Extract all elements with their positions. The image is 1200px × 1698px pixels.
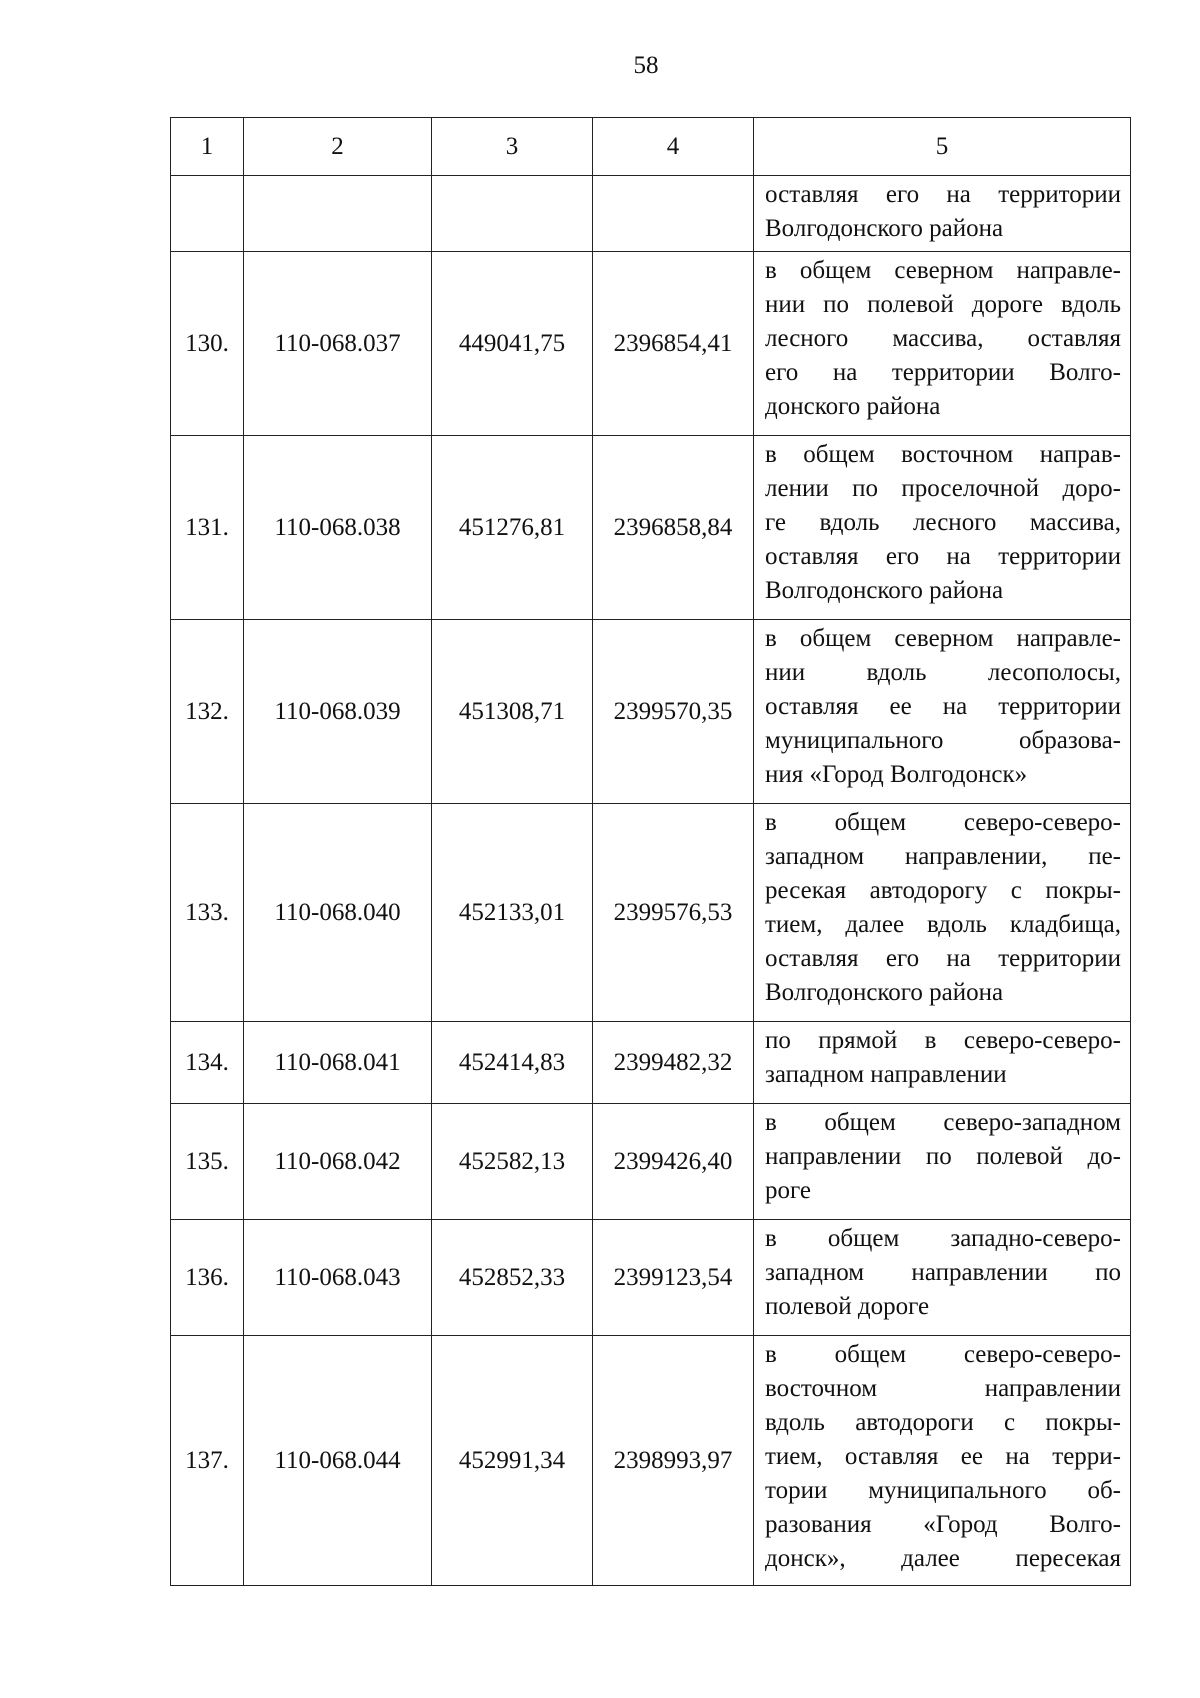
point-code: 110-068.042	[244, 1104, 432, 1220]
description-line: в общем северном направле-	[765, 257, 1121, 284]
description-line: ге вдоль лесного массива,	[765, 509, 1121, 536]
description-line: роге	[765, 1177, 812, 1204]
description-line: донского района	[765, 393, 941, 420]
header-cell-4: 4	[593, 118, 754, 176]
description-line: в общем северо-северо-	[765, 809, 1121, 836]
point-code: 110-068.044	[244, 1336, 432, 1586]
coordinate-y: 2399576,53	[593, 804, 754, 1022]
coordinate-y: 2398993,97	[593, 1336, 754, 1586]
table-row	[171, 1220, 1131, 1336]
boundary-points-table	[170, 117, 1131, 1586]
coordinate-x: 452582,13	[432, 1104, 593, 1220]
page-number: 58	[633, 52, 659, 79]
coordinate-y: 2396858,84	[593, 436, 754, 620]
point-code: 110-068.038	[244, 436, 432, 620]
description-line: восточном направлении	[765, 1375, 1121, 1402]
row-number: 135.	[171, 1104, 244, 1220]
table-row	[171, 620, 1131, 804]
description-line: оставляя его на территории	[765, 945, 1121, 972]
row-number: 133.	[171, 804, 244, 1022]
coordinate-x: 452991,34	[432, 1336, 593, 1586]
description-line: западном направлении по	[765, 1259, 1121, 1286]
direction-description	[754, 1104, 1131, 1220]
direction-description	[754, 176, 1131, 252]
row-number: 137.	[171, 1336, 244, 1586]
coordinate-x: 449041,75	[432, 252, 593, 436]
header-cell-2: 2	[244, 118, 432, 176]
description-line: западном направлении, пе-	[765, 843, 1121, 870]
description-line: нии по полевой дороге вдоль	[765, 291, 1121, 318]
description-line: муниципального образова-	[765, 727, 1121, 754]
direction-description	[754, 620, 1131, 804]
coordinate-x: 452852,33	[432, 1220, 593, 1336]
header-cell-3: 3	[432, 118, 593, 176]
point-code: 110-068.041	[244, 1022, 432, 1104]
table-row	[171, 1336, 1131, 1586]
description-line: оставляя его на территории	[765, 543, 1121, 570]
coordinate-x: 452133,01	[432, 804, 593, 1022]
table-row	[171, 436, 1131, 620]
description-line: ресекая автодорогу с покры-	[765, 877, 1121, 904]
direction-description	[754, 436, 1131, 620]
point-code	[244, 176, 432, 252]
description-line: его на территории Волго-	[765, 359, 1121, 386]
description-line: в общем восточном направ-	[765, 441, 1121, 468]
direction-description	[754, 1336, 1131, 1586]
coordinate-x: 451308,71	[432, 620, 593, 804]
description-line: западном направлении	[765, 1061, 1007, 1088]
description-line: нии вдоль лесополосы,	[765, 659, 1121, 686]
description-line: полевой дороге	[765, 1293, 930, 1320]
table-row	[171, 1022, 1131, 1104]
direction-description	[754, 1220, 1131, 1336]
description-line: направлении по полевой до-	[765, 1143, 1121, 1170]
description-line: лесного массива, оставляя	[765, 325, 1121, 352]
description-line: тории муниципального об-	[765, 1477, 1121, 1504]
description-line: в общем северо-северо-	[765, 1341, 1121, 1368]
coordinate-x: 452414,83	[432, 1022, 593, 1104]
description-line: разования «Город Волго-	[765, 1511, 1121, 1538]
table-row	[171, 1104, 1131, 1220]
row-number	[171, 176, 244, 252]
description-line: в общем северо-западном	[765, 1109, 1121, 1136]
description-line: в общем западно-северо-	[765, 1225, 1121, 1252]
description-line: оставляя ее на территории	[765, 693, 1121, 720]
header-cell-5: 5	[754, 118, 1131, 176]
description-line: в общем северном направле-	[765, 625, 1121, 652]
description-line: Волгодонского района	[765, 215, 1004, 242]
point-code: 110-068.037	[244, 252, 432, 436]
row-number: 136.	[171, 1220, 244, 1336]
description-line: оставляя его на территории	[765, 181, 1121, 208]
direction-description	[754, 1022, 1131, 1104]
coordinate-x: 451276,81	[432, 436, 593, 620]
description-line: тием, далее вдоль кладбища,	[765, 911, 1121, 938]
description-line: по прямой в северо-северо-	[765, 1027, 1121, 1054]
header-row	[171, 118, 1131, 176]
header-cell-1: 1	[171, 118, 244, 176]
description-line: донск», далее пересекая	[765, 1545, 1121, 1572]
coordinate-x	[432, 176, 593, 252]
row-number: 130.	[171, 252, 244, 436]
coordinate-y: 2399482,32	[593, 1022, 754, 1104]
point-code: 110-068.043	[244, 1220, 432, 1336]
row-number: 131.	[171, 436, 244, 620]
table-row	[171, 176, 1131, 252]
point-code: 110-068.040	[244, 804, 432, 1022]
description-line: лении по проселочной доро-	[765, 475, 1121, 502]
point-code: 110-068.039	[244, 620, 432, 804]
direction-description	[754, 252, 1131, 436]
description-line: ния «Город Волгодонск»	[765, 761, 1028, 788]
table-row	[171, 804, 1131, 1022]
description-line: тием, оставляя ее на терри-	[765, 1443, 1121, 1470]
coordinate-y: 2399570,35	[593, 620, 754, 804]
row-number: 132.	[171, 620, 244, 804]
description-line: Волгодонского района	[765, 979, 1004, 1006]
row-number: 134.	[171, 1022, 244, 1104]
direction-description	[754, 804, 1131, 1022]
coordinate-y: 2396854,41	[593, 252, 754, 436]
description-line: вдоль автодороги с покры-	[765, 1409, 1121, 1436]
coordinate-y: 2399123,54	[593, 1220, 754, 1336]
coordinate-y	[593, 176, 754, 252]
table-row	[171, 252, 1131, 436]
coordinate-y: 2399426,40	[593, 1104, 754, 1220]
description-line: Волгодонского района	[765, 577, 1004, 604]
